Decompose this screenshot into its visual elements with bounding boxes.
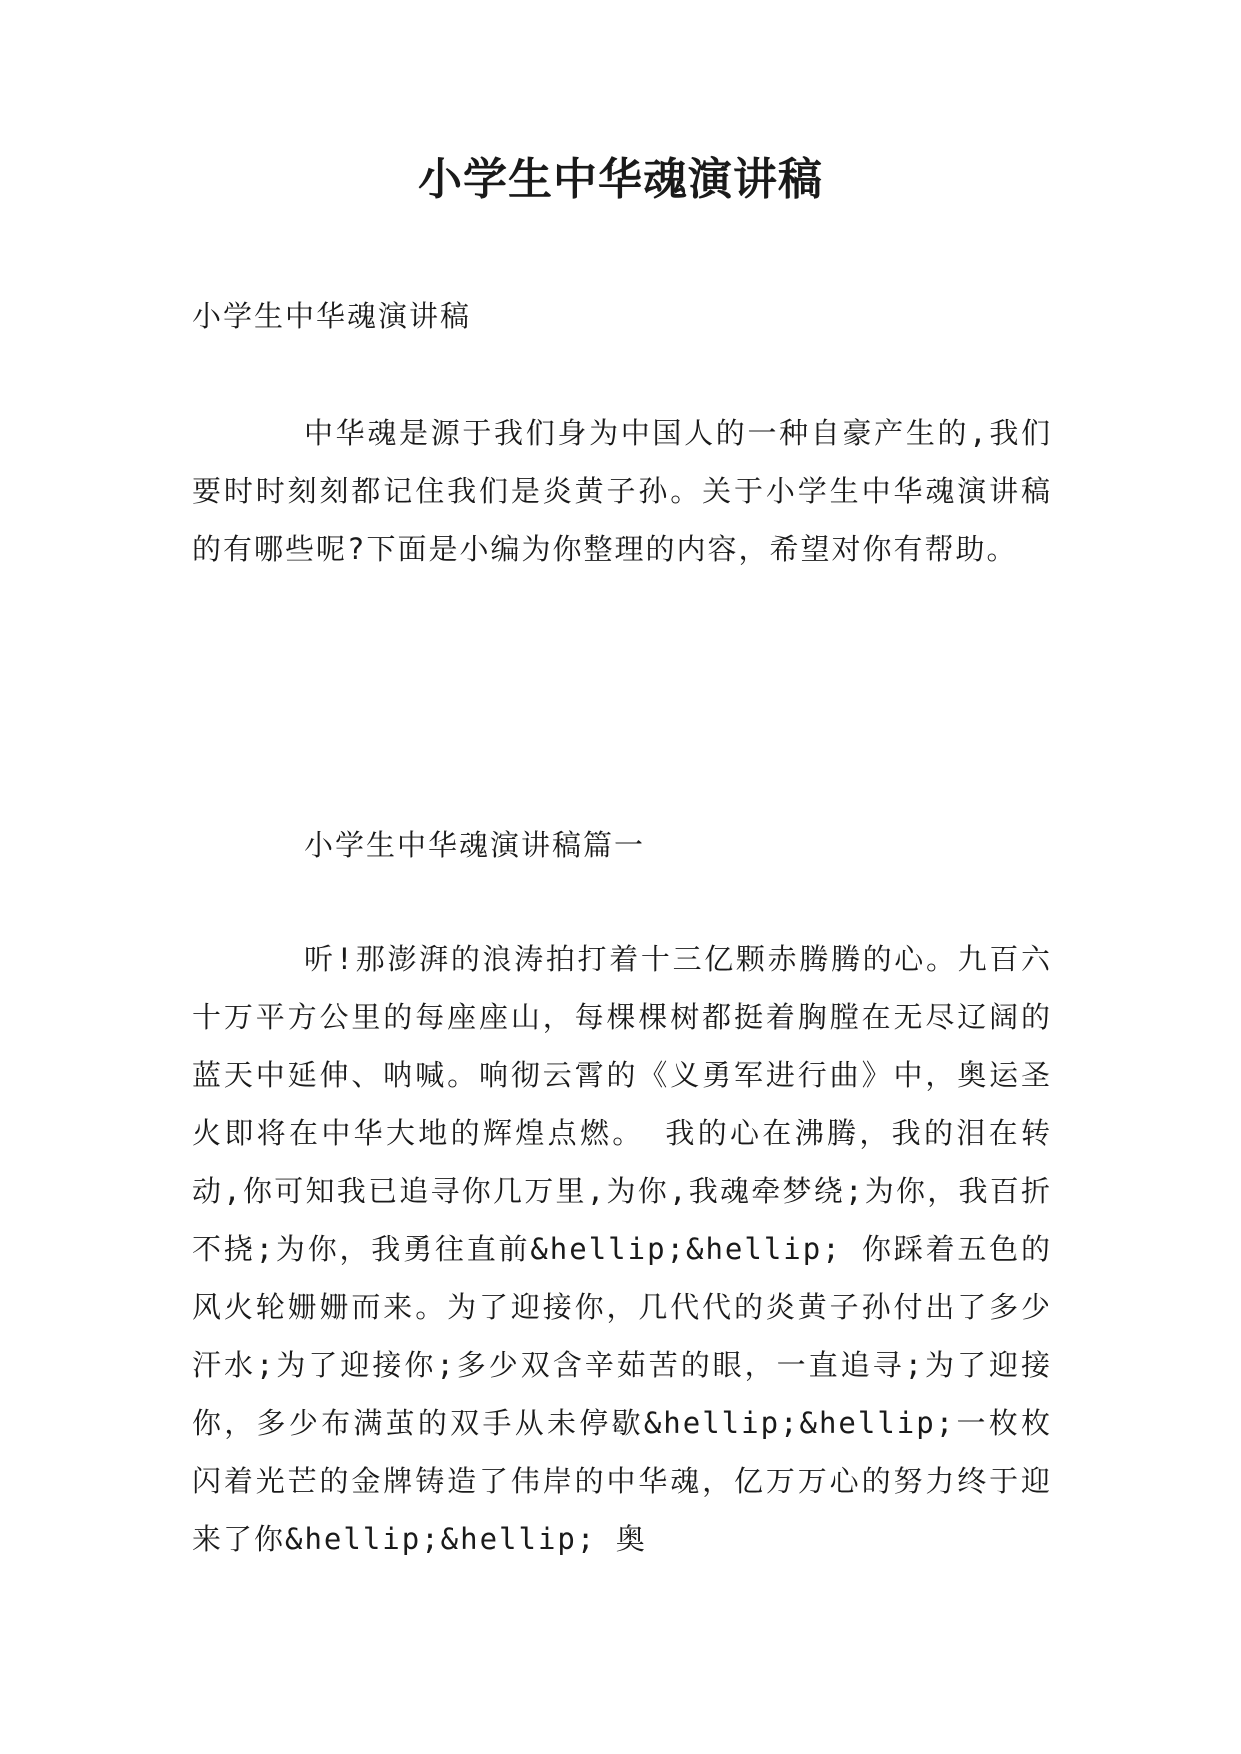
document-title: 小学生中华魂演讲稿 <box>418 154 823 205</box>
section-heading: 小学生中华魂演讲稿篇一 <box>304 828 646 862</box>
document-subtitle: 小学生中华魂演讲稿 <box>192 299 472 333</box>
section-paragraph: 听!那澎湃的浪涛拍打着十三亿颗赤腾腾的心。九百六十万平方公里的每座座山，每棵棵树都挺着胸膛在无尽辽阔的蓝天中延伸、呐喊。响彻云霄的《义勇军进行曲》中，奥运圣火即将在中华大地的辉煌点燃。 我的心在沸腾，我的泪在转动,你可知我已追寻你几万里,为你,我魂牵梦绕;为你，我百折不挠;为你，我勇往直前&hellip;&hellip; 你踩着五色的风火轮姗姗而来。为了迎接你，几代代的炎黄子孙付出了多少汗水;为了迎接你;多少双含辛茹苦的眼，一直追寻;为了迎接你，多少布满茧的双手从未停歇&hellip;&hellip;一枚枚闪着光芒的金牌铸造了伟岸的中华魂，亿万万心的努力终于迎来了你&hellip;&hellip; 奥 <box>192 942 1052 1556</box>
intro-paragraph: 中华魂是源于我们身为中国人的一种自豪产生的,我们要时时刻刻都记住我们是炎黄子孙。关于小学生中华魂演讲稿的有哪些呢?下面是小编为你整理的内容，希望对你有帮助。 <box>192 416 1052 566</box>
